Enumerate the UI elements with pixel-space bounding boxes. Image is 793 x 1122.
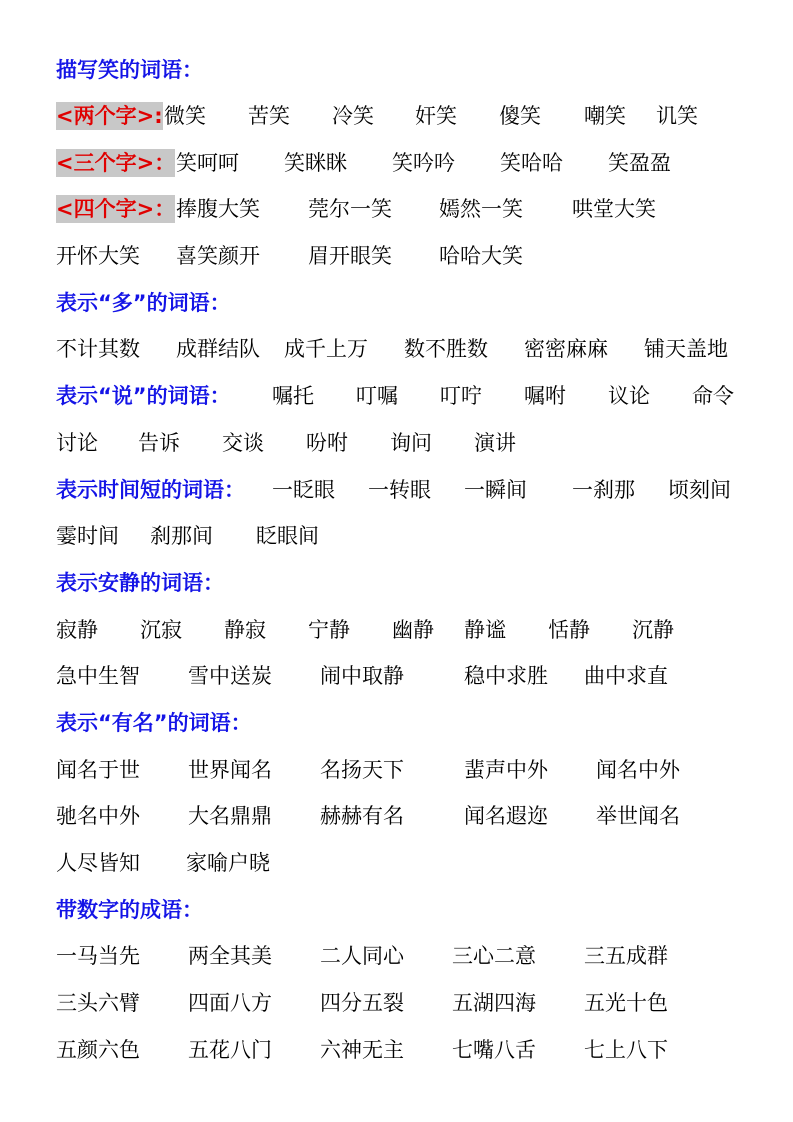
word: 恬静 (548, 618, 590, 642)
heading-famous: 表示“有名”的词语： (56, 711, 252, 735)
word: 五湖四海 (452, 991, 536, 1015)
word: 沉静 (632, 618, 674, 642)
word: 奸笑 (415, 104, 457, 128)
word: 笑盈盈 (608, 151, 671, 175)
word: 闻名遐迩 (464, 804, 548, 828)
heading-say: 表示“说”的词语： (56, 384, 231, 408)
word: 笑吟吟 (392, 151, 455, 175)
word: 一瞬间 (464, 478, 527, 502)
heading-many: 表示“多”的词语： (56, 291, 231, 315)
heading-numbers: 带数字的成语： (56, 898, 203, 922)
word: 宁静 (308, 618, 350, 642)
word: 幽静 (392, 618, 434, 642)
word: 数不胜数 (404, 337, 488, 361)
word: 笑哈哈 (500, 151, 563, 175)
word: 静谧 (464, 618, 506, 642)
word: 眉开眼笑 (308, 244, 392, 268)
word: 议论 (608, 384, 650, 408)
word: 赫赫有名 (320, 804, 404, 828)
word: 闻名中外 (596, 758, 680, 782)
word: 稳中求胜 (464, 664, 548, 688)
word: 刹那间 (150, 524, 213, 548)
word: 名扬天下 (320, 758, 404, 782)
word: 叮嘱 (356, 384, 398, 408)
tag-two-chars: <两个字>: (56, 104, 163, 128)
word: 人尽皆知 (56, 851, 140, 875)
word: 眨眼间 (256, 524, 319, 548)
tag-three-chars: <三个字>： (56, 151, 176, 175)
word: 成千上万 (284, 337, 368, 361)
word: 闹中取静 (320, 664, 404, 688)
word: 捧腹大笑 (176, 197, 260, 221)
word: 举世闻名 (596, 804, 680, 828)
word: 微笑 (164, 104, 206, 128)
word: 莞尔一笑 (308, 197, 392, 221)
word: 告诉 (138, 431, 180, 455)
word: 演讲 (474, 431, 516, 455)
word: 沉寂 (140, 618, 182, 642)
word: 笑眯眯 (284, 151, 347, 175)
word: 雪中送炭 (188, 664, 272, 688)
word: 五花八门 (188, 1038, 272, 1062)
word: 两全其美 (188, 944, 272, 968)
word: 密密麻麻 (524, 337, 608, 361)
word: 命令 (692, 384, 734, 408)
word: 七嘴八舌 (452, 1038, 536, 1062)
word: 五颜六色 (56, 1038, 140, 1062)
tag-four-chars: <四个字>： (56, 197, 176, 221)
word: 哈哈大笑 (439, 244, 523, 268)
word: 嫣然一笑 (439, 197, 523, 221)
word: 曲中求直 (584, 664, 668, 688)
word: 嘲笑 (584, 104, 626, 128)
word: 五光十色 (584, 991, 668, 1015)
word: 傻笑 (499, 104, 541, 128)
word: 讨论 (56, 431, 98, 455)
word: 霎时间 (56, 524, 119, 548)
word: 嘱咐 (524, 384, 566, 408)
word: 叮咛 (440, 384, 482, 408)
word: 喜笑颜开 (176, 244, 260, 268)
heading-short-time: 表示时间短的词语： (56, 478, 245, 502)
heading-quiet: 表示安静的词语： (56, 571, 224, 595)
word: 驰名中外 (56, 804, 140, 828)
word: 急中生智 (56, 664, 140, 688)
word: 冷笑 (332, 104, 374, 128)
word: 三头六臂 (56, 991, 140, 1015)
word: 一眨眼 (272, 478, 335, 502)
word: 吩咐 (306, 431, 348, 455)
word: 询问 (390, 431, 432, 455)
word: 一刹那 (572, 478, 635, 502)
word: 哄堂大笑 (572, 197, 656, 221)
word: 三心二意 (452, 944, 536, 968)
heading-laugh: 描写笑的词语： (56, 58, 203, 82)
word: 七上八下 (584, 1038, 668, 1062)
word: 嘱托 (272, 384, 314, 408)
word: 交谈 (222, 431, 264, 455)
word: 一马当先 (56, 944, 140, 968)
word: 成群结队 (176, 337, 260, 361)
word: 开怀大笑 (56, 244, 140, 268)
word: 世界闻名 (188, 758, 272, 782)
word: 笑呵呵 (176, 151, 239, 175)
word: 讥笑 (656, 104, 698, 128)
word: 四面八方 (188, 991, 272, 1015)
word: 家喻户晓 (186, 851, 270, 875)
word: 六神无主 (320, 1038, 404, 1062)
word: 闻名于世 (56, 758, 140, 782)
word: 不计其数 (56, 337, 140, 361)
word: 大名鼎鼎 (188, 804, 272, 828)
word: 铺天盖地 (644, 337, 728, 361)
word: 二人同心 (320, 944, 404, 968)
word: 一转眼 (368, 478, 431, 502)
word: 静寂 (224, 618, 266, 642)
word: 顷刻间 (668, 478, 731, 502)
word: 三五成群 (584, 944, 668, 968)
word: 寂静 (56, 618, 98, 642)
word: 四分五裂 (320, 991, 404, 1015)
word: 蜚声中外 (464, 758, 548, 782)
word: 苦笑 (248, 104, 290, 128)
